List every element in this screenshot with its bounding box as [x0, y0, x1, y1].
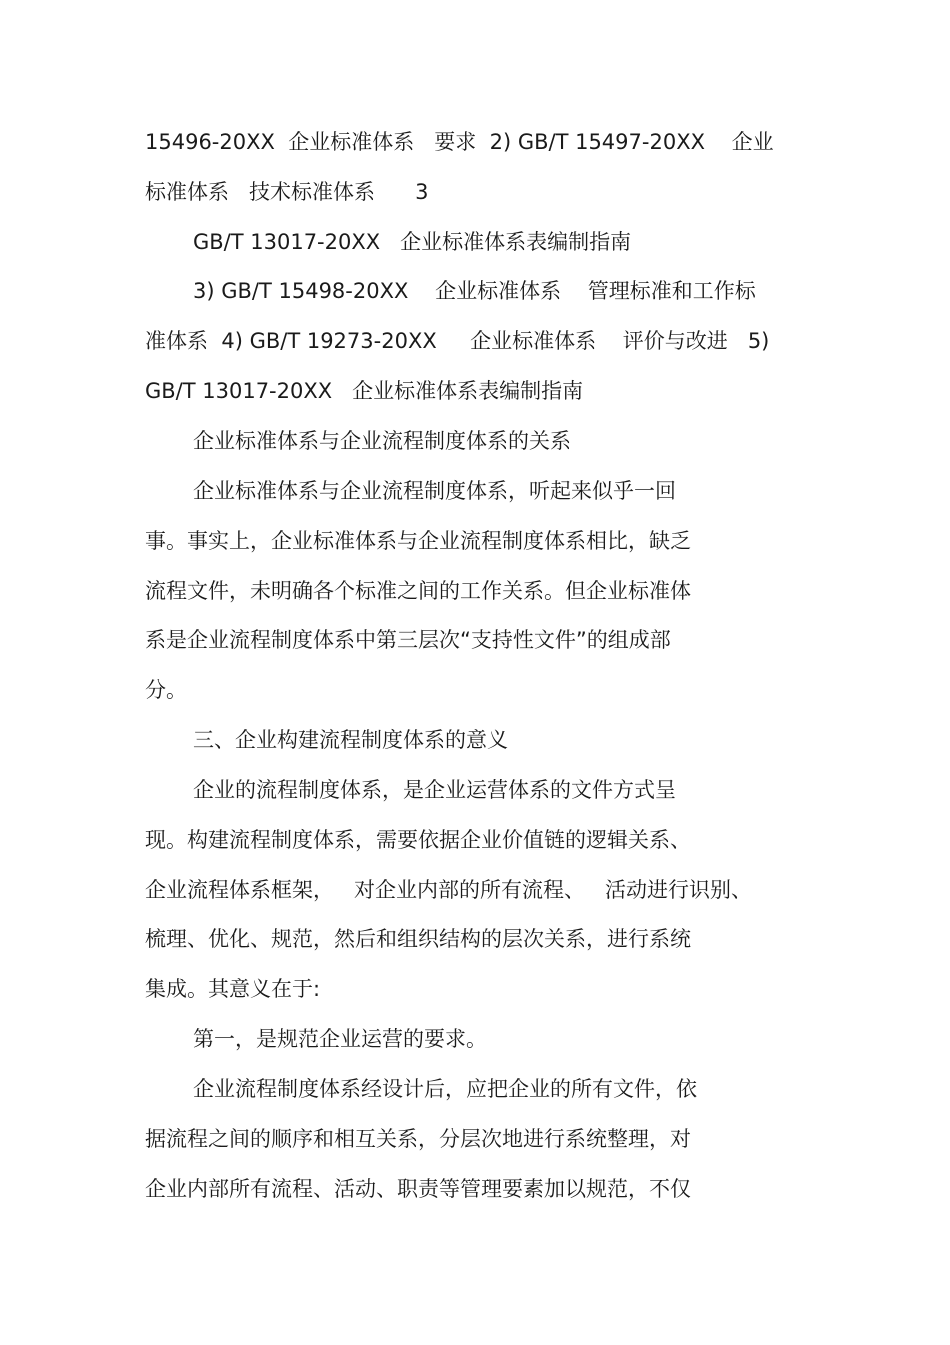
text-line: 企业流程制度体系经设计后，应把企业的所有文件，依 [193, 1077, 697, 1101]
text-line: GB/T 13017-20XX 企业标准体系表编制指南 [193, 230, 632, 254]
text-line: 梳理、优化、规范，然后和组织结构的层次关系，进行系统 [145, 927, 691, 951]
text-line: 标准体系 技术标准体系 3 [145, 180, 429, 204]
text-line: 据流程之间的顺序和相互关系，分层次地进行系统整理，对 [145, 1127, 691, 1151]
text-line: 现。构建流程制度体系，需要依据企业价值链的逻辑关系、 [145, 828, 691, 852]
text-line: 3) GB/T 15498-20XX 企业标准体系 管理标准和工作标 [193, 279, 756, 303]
text-line: 系是企业流程制度体系中第三层次“支持性文件”的组成部 [145, 628, 671, 652]
text-line: 分。 [145, 678, 187, 702]
section-heading: 三、企业构建流程制度体系的意义 [193, 728, 508, 752]
text-line: 企业标准体系与企业流程制度体系，听起来似乎一回 [193, 479, 676, 503]
text-line: 流程文件，未明确各个标准之间的工作关系。但企业标准体 [145, 579, 691, 603]
text-line: 企业的流程制度体系，是企业运营体系的文件方式呈 [193, 778, 676, 802]
text-line: GB/T 13017-20XX 企业标准体系表编制指南 [145, 379, 584, 403]
text-line: 第一，是规范企业运营的要求。 [193, 1027, 487, 1051]
section-heading: 企业标准体系与企业流程制度体系的关系 [193, 429, 571, 453]
text-line: 准体系 4) GB/T 19273-20XX 企业标准体系 评价与改进 5) [145, 329, 770, 353]
text-line: 企业流程体系框架， 对企业内部的所有流程、 活动进行识别、 [145, 878, 753, 902]
text-line: 15496-20XX 企业标准体系 要求 2) GB/T 15497-20XX 企业 [145, 130, 774, 154]
text-line: 企业内部所有流程、活动、职责等管理要素加以规范，不仅 [145, 1177, 691, 1201]
text-line: 事。事实上，企业标准体系与企业流程制度体系相比，缺乏 [145, 529, 691, 553]
text-line: 集成。其意义在于: [145, 977, 321, 1001]
